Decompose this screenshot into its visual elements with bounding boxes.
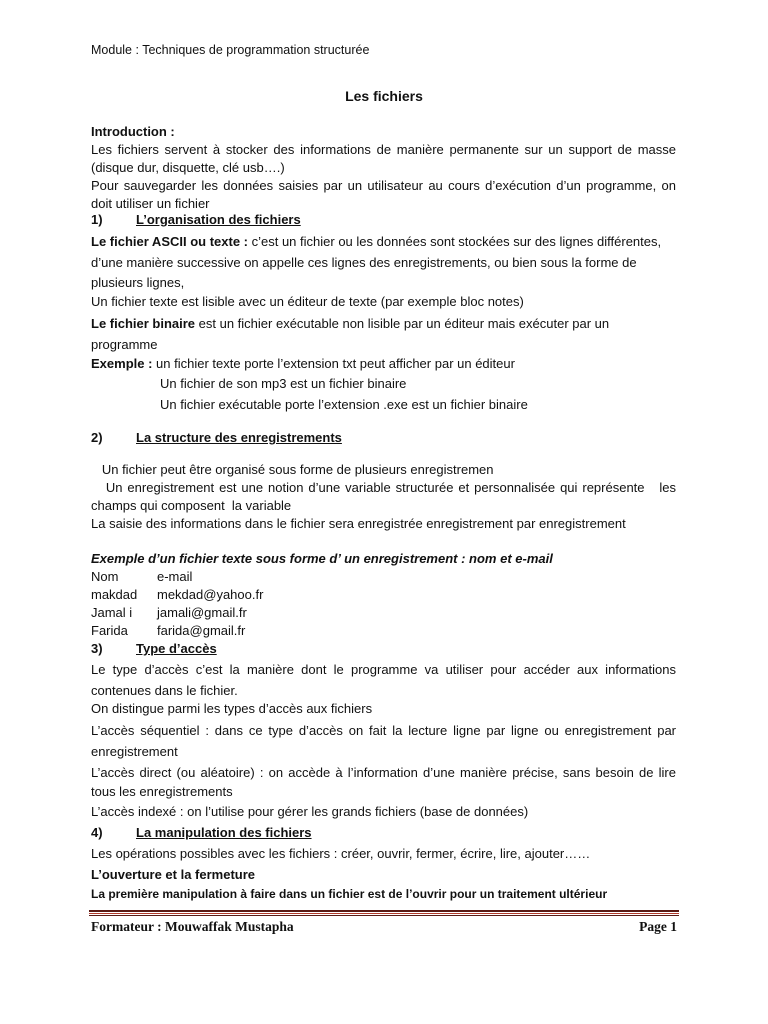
record-example-title: Exemple d’un fichier texte sous forme d’ un enregistrement : nom et e-mail: [91, 551, 553, 566]
section-title: La manipulation des fichiers: [136, 825, 312, 840]
email-cell: e-mail: [157, 569, 193, 584]
section-3-heading: [91, 640, 676, 658]
example-exe: Un fichier exécutable porte l’extension .exe est un fichier binaire: [160, 397, 528, 412]
indexed-access: L’accès indexé : on l’utilise pour gérer les grands fichiers (base de données): [91, 804, 529, 819]
footer-rule-light: [89, 913, 679, 914]
section-number: 1): [91, 212, 103, 227]
section-4-heading: [91, 824, 676, 842]
structure-paragraph-2: Un enregistrement est une notion d’une variable structurée et personnalisée qui représente les champs qui composent la variable: [91, 480, 680, 513]
record-table: [91, 568, 676, 640]
section-number: 2): [91, 430, 103, 445]
subheading: L’ouverture et la fermeture: [91, 867, 255, 882]
table-row: [91, 568, 676, 586]
table-row: [91, 622, 676, 640]
email-cell: mekdad@yahoo.fr: [157, 587, 264, 602]
structure-paragraph-3: La saisie des informations dans le fichier sera enregistrée enregistrement par enregistrement: [91, 516, 626, 531]
table-row: [91, 604, 676, 622]
section-title: L’organisation des fichiers: [136, 212, 301, 227]
intro-heading: Introduction :: [91, 124, 175, 139]
section-title: Type d’accès: [136, 641, 217, 656]
name-cell: Nom: [91, 569, 119, 584]
footer-page-number: Page 1: [639, 919, 677, 934]
text-file-readable: Un fichier texte est lisible avec un éditeur de texte (par exemple bloc notes): [91, 294, 524, 309]
footer-rule-thin: [89, 915, 679, 916]
file-operations: Les opérations possibles avec les fichiers : créer, ouvrir, fermer, écrire, lire, ajouter……: [91, 846, 591, 861]
section-number: 3): [91, 641, 103, 656]
sequential-access: L’accès séquentiel : dans ce type d’accès on fait la lecture ligne par ligne ou enregistrement par enregistrement: [91, 723, 676, 759]
section-number: 4): [91, 825, 103, 840]
ascii-label: Le fichier ASCII ou texte :: [91, 234, 248, 249]
section-2-heading: [91, 429, 676, 447]
access-type-definition: Le type d’accès c’est la manière dont le programme va utiliser pour accéder aux informations contenues dans le fichier.: [91, 662, 676, 698]
access-types-intro: On distingue parmi les types d’accès aux fichiers: [91, 701, 373, 716]
introduction-block: [91, 123, 676, 213]
email-cell: jamali@gmail.fr: [157, 605, 247, 620]
intro-paragraph-2: Pour sauvegarder les données saisies par un utilisateur au cours d’exécution d’un programme, on doit utiliser un fichier: [91, 178, 676, 211]
name-cell: Farida: [91, 623, 128, 638]
opening-paragraph: La première manipulation à faire dans un fichier est de l’ouvrir pour un traitement ultérieur: [91, 887, 608, 901]
binary-text: est un fichier exécutable non lisible par un éditeur mais exécuter par un programme: [91, 316, 610, 352]
structure-paragraph-1: Un fichier peut être organisé sous forme de plusieurs enregistremen: [91, 462, 494, 477]
intro-paragraph-1: Les fichiers servent à stocker des informations de manière permanente sur un support de masse (disque dur, disquette, clé usb….): [91, 142, 676, 175]
footer-formateur: Formateur : Mouwaffak Mustapha: [91, 919, 294, 934]
ascii-file-paragraph: [91, 232, 676, 294]
module-header: Module : Techniques de programmation structurée: [91, 43, 370, 57]
name-cell: makdad: [91, 587, 138, 602]
opening-closing-heading: [91, 866, 676, 884]
page-title: Les fichiers: [345, 88, 423, 104]
binary-label: Le fichier binaire: [91, 316, 196, 331]
direct-access: L’accès direct (ou aléatoire) : on accède à l’information d’une manière précise, sans besoin de lire tous les enregistrements: [91, 765, 676, 799]
section-title: La structure des enregistrements: [136, 430, 342, 445]
table-row: [91, 586, 676, 604]
name-cell: Jamal i: [91, 605, 133, 620]
email-cell: farida@gmail.fr: [157, 623, 246, 638]
example-mp3: Un fichier de son mp3 est un fichier binaire: [160, 376, 407, 391]
example-text: un fichier texte porte l’extension txt peut afficher par un éditeur: [152, 356, 515, 371]
section-1-heading: [91, 211, 676, 229]
binary-file-paragraph: [91, 314, 676, 355]
example-label: Exemple :: [91, 356, 153, 371]
ascii-text: c’est un fichier ou les données sont stockées sur des lignes différentes, d’une manière successive on appelle ces lignes des enregistrements, ou bien sous la forme de plusieurs lignes,: [91, 234, 662, 290]
footer-rule-dark: [89, 910, 679, 912]
example-line: [91, 355, 676, 373]
